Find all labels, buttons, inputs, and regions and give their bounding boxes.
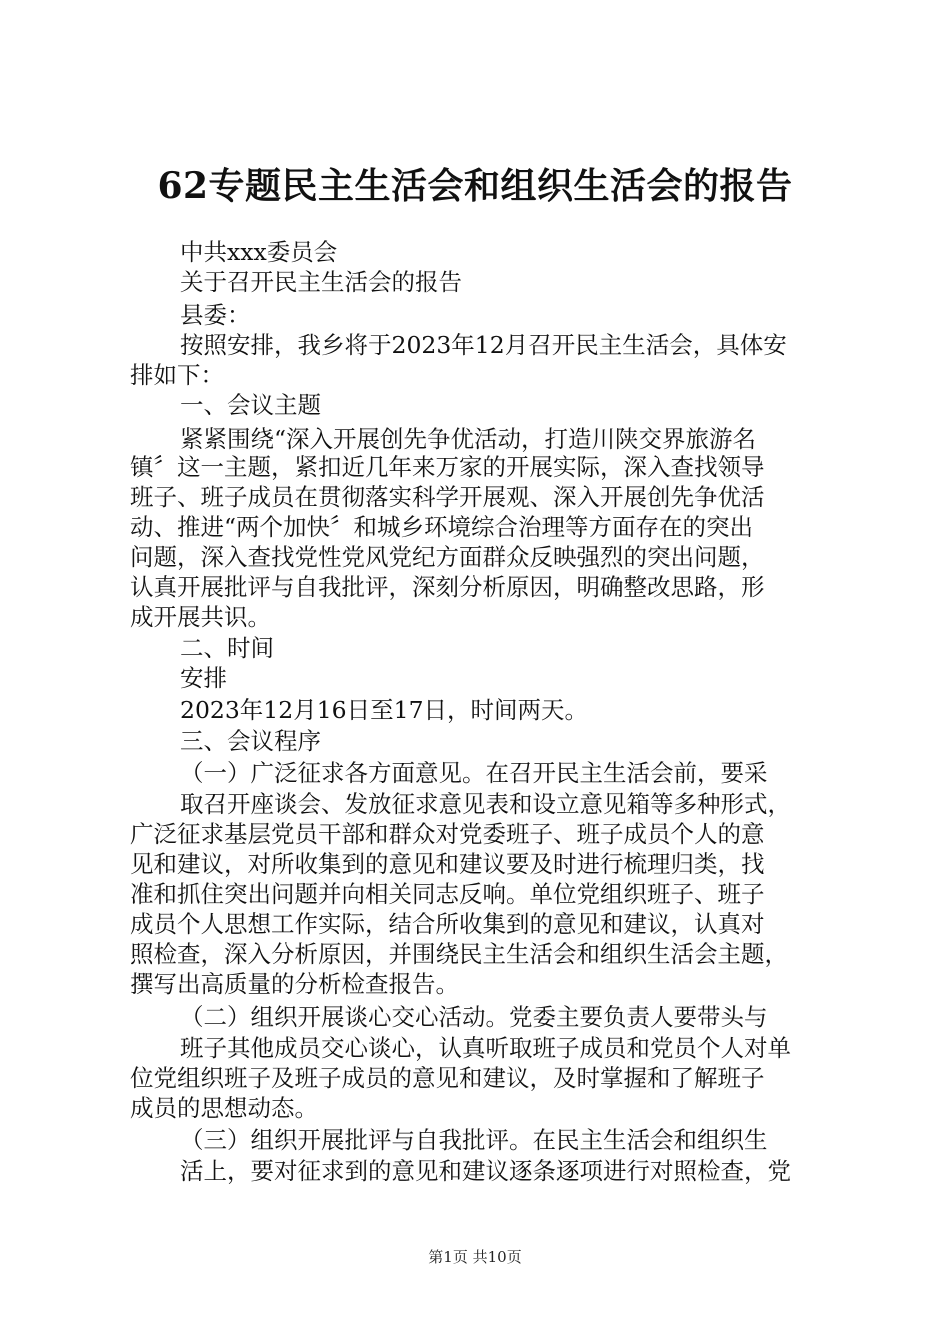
text-line: 动、推进“两个加快〞和城乡环境综合治理等方面存在的突出 — [130, 513, 754, 541]
text-line: 中共xxx委员会 — [180, 238, 338, 266]
text-line: 关于召开民主生活会的报告 — [180, 268, 462, 296]
text-line: 活上，要对征求到的意见和建议逐条逐项进行对照检查，党 — [180, 1157, 791, 1185]
text-line: 镇〞这一主题，紧扣近几年来万家的开展实际，深入查找领导 — [130, 453, 765, 481]
text-line: （三）组织开展批评与自我批评。在民主生活会和组织生 — [180, 1126, 768, 1154]
page-footer: 第1页 共10页 — [428, 1248, 522, 1266]
text-line: 安排 — [180, 664, 227, 692]
text-line: 紧紧围绕“深入开展创先争优活动，打造川陕交界旅游名 — [180, 425, 757, 453]
text-line: 照检查，深入分析原因，并围绕民主生活会和组织生活会主题， — [130, 940, 788, 968]
text-line: 班子其他成员交心谈心，认真听取班子成员和党员个人对单 — [180, 1034, 791, 1062]
text-line: 见和建议，对所收集到的意见和建议要及时进行梳理归类，找 — [130, 850, 765, 878]
text-line: 成员个人思想工作实际，结合所收集到的意见和建议，认真对 — [130, 910, 765, 938]
text-line: 县委： — [180, 301, 251, 329]
text-line: 取召开座谈会、发放征求意见表和设立意见箱等多种形式， — [180, 790, 791, 818]
document-title: 62专题民主生活会和组织生活会的报告 — [157, 165, 793, 207]
text-line: 准和抓住突出问题并向相关同志反响。单位党组织班子、班子 — [130, 880, 765, 908]
text-line: 认真开展批评与自我批评，深刻分析原因，明确整改思路，形 — [130, 573, 765, 601]
text-line: 按照安排，我乡将于2023年12月召开民主生活会，具体安 — [180, 331, 787, 359]
text-line: 撰写出高质量的分析检查报告。 — [130, 970, 459, 998]
text-line: 班子、班子成员在贯彻落实科学开展观、深入开展创先争优活 — [130, 483, 765, 511]
text-line: 二、时间 — [180, 634, 274, 662]
text-line: 位党组织班子及班子成员的意见和建议，及时掌握和了解班子 — [130, 1064, 765, 1092]
text-line: 成员的思想动态。 — [130, 1094, 318, 1122]
text-line: 2023年12月16日至17日，时间两天。 — [180, 696, 589, 724]
text-line: 三、会议程序 — [180, 727, 321, 755]
text-line: 一、会议主题 — [180, 391, 321, 419]
text-line: （一）广泛征求各方面意见。在召开民主生活会前，要采 — [180, 759, 768, 787]
text-line: 成开展共识。 — [130, 603, 271, 631]
text-line: 排如下： — [130, 361, 224, 389]
text-line: 广泛征求基层党员干部和群众对党委班子、班子成员个人的意 — [130, 820, 765, 848]
text-line: （二）组织开展谈心交心活动。党委主要负责人要带头与 — [180, 1003, 768, 1031]
text-line: 问题，深入查找党性党风党纪方面群众反映强烈的突出问题， — [130, 543, 765, 571]
